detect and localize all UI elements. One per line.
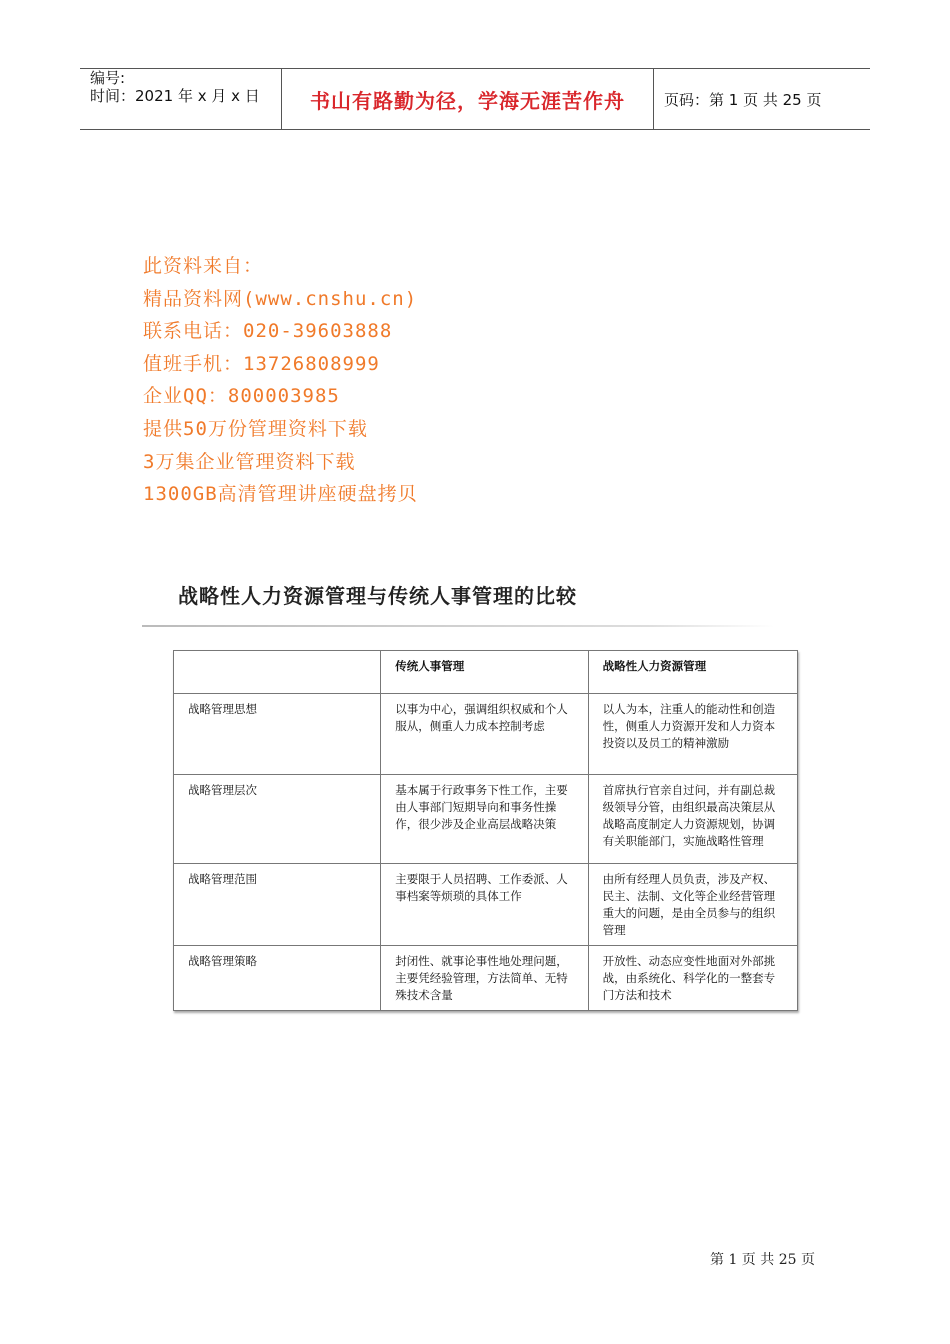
document-number-label: 编号:	[90, 69, 126, 87]
footer-page-number: 第 1 页 共 25 页	[710, 1252, 815, 1268]
header-meta-cell	[80, 69, 280, 129]
info-line: 此资料来自：	[143, 255, 264, 277]
header-motto-cell	[281, 69, 654, 129]
table-cell-traditional: 以事为中心，强调组织权威和个人服从，侧重人力成本控制考虑	[381, 694, 588, 775]
table-cell-strategic: 开放性、动态应变性地面对外部挑战，由系统化、科学化的一整套专门方法和技术	[588, 946, 797, 1011]
table-cell-aspect: 战略管理层次	[174, 775, 381, 864]
info-line: 精品资料网(www.cnshu.cn)	[143, 287, 418, 310]
table-cell-traditional: 主要限于人员招聘、工作委派、人事档案等烦琐的具体工作	[381, 864, 588, 946]
table-row	[174, 694, 798, 775]
table-row	[174, 946, 798, 1011]
table-row	[174, 864, 798, 946]
table-cell-traditional: 封闭性、就事论事性地处理问题，主要凭经验管理，方法简单、无特殊技术含量	[381, 946, 588, 1011]
document-date-label: 时间：2021 年 x 月 x 日	[90, 87, 260, 105]
info-line: 值班手机：13726808999	[143, 352, 380, 375]
table-cell-aspect: 战略管理思想	[174, 694, 381, 775]
document-header	[80, 68, 870, 130]
table-header-cell: 传统人事管理	[381, 651, 588, 694]
title-divider	[142, 625, 774, 627]
info-line: 1300GB高清管理讲座硬盘拷贝	[143, 483, 418, 506]
info-line: 3万集企业管理资料下载	[143, 450, 356, 473]
table-header-cell: 战略性人力资源管理	[588, 651, 797, 694]
header-page-number: 页码：第 1 页 共 25 页	[664, 90, 822, 109]
table-cell-strategic: 以人为本，注重人的能动性和创造性，侧重人力资源开发和人力资本投资以及员工的精神激励	[588, 694, 797, 775]
source-info-block	[143, 250, 418, 511]
header-motto: 书山有路勤为径，学海无涯苦作舟	[310, 88, 625, 113]
table-cell-strategic: 由所有经理人员负责，涉及产权、民主、法制、文化等企业经营管理重大的问题，是由全员参与的组织管理	[588, 864, 797, 946]
table-header-row	[174, 651, 798, 694]
article-title: 战略性人力资源管理与传统人事管理的比较	[178, 584, 577, 608]
info-line: 提供50万份管理资料下载	[143, 417, 368, 440]
table-cell-traditional: 基本属于行政事务下性工作，主要由人事部门短期导向和事务性操作，很少涉及企业高层战略决策	[381, 775, 588, 864]
info-line: 联系电话：020-39603888	[143, 320, 393, 343]
table-cell-strategic: 首席执行官亲自过问，并有副总裁级领导分管，由组织最高决策层从战略高度制定人力资源规划，协调有关职能部门，实施战略性管理	[588, 775, 797, 864]
table-cell-aspect: 战略管理范围	[174, 864, 381, 946]
table-cell-aspect: 战略管理策略	[174, 946, 381, 1011]
header-page-cell	[654, 69, 870, 129]
info-line: 企业QQ：800003985	[143, 385, 340, 408]
table-row	[174, 775, 798, 864]
table-header-cell	[174, 651, 381, 694]
comparison-table	[173, 650, 798, 1011]
